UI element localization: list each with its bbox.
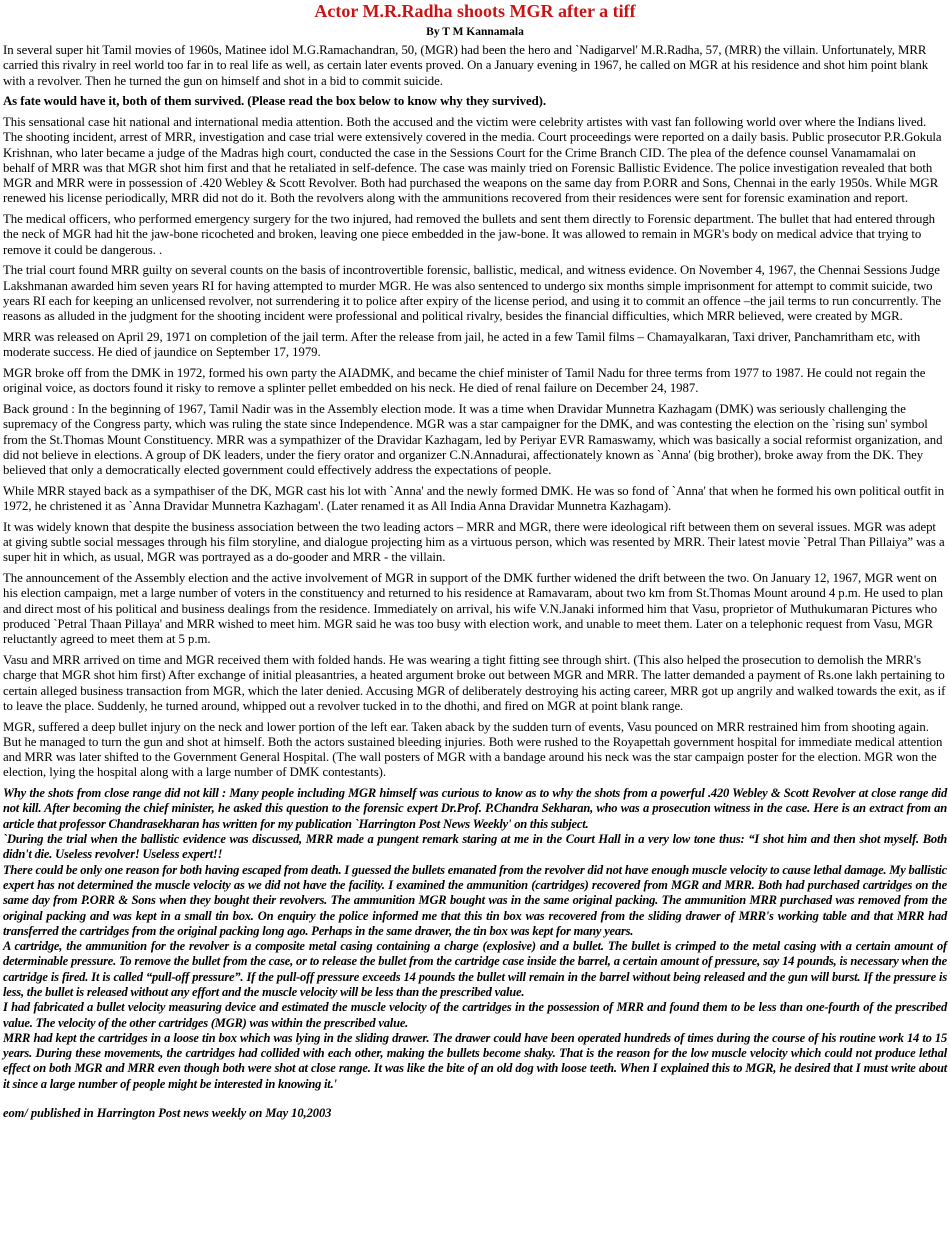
box-paragraph-velocity: I had fabricated a bullet velocity measuring device and estimated the muscle velocity of the cartridges in the possession of MRR and found them to be less than one-fourth of the prescribed value. The velocity of the other cartridges (MGR) was within the prescribed value. (3, 1000, 947, 1030)
paragraph-dk-sympathiser: While MRR stayed back as a sympathiser of the DK, MGR cast his lot with `Anna' and the newly formed DMK. He was so fond of `Anna' that when he formed his own political outfit in 1972, he christened it as `Anna Dravidar Munnetra Kazhagam'. (Later renamed it as All India Anna Dravidar Munnetra Kazhagam). (3, 483, 945, 514)
article-title: Actor M.R.Radha shoots MGR after a tiff (314, 1, 636, 21)
forensic-box (3, 786, 947, 1092)
box-paragraph-remark: `During the trial when the ballistic evidence was discussed, MRR made a pungent remark staring at me in the Court Hall in a very low tone thus: “I shot him and then shot myself. Both didn't die. Useless revolver! Useless expert!! (3, 832, 947, 862)
publication-footer: eom/ published in Harrington Post news weekly on May 10,2003 (3, 1106, 332, 1121)
box-paragraph-tin-box: MRR had kept the cartridges in a loose tin box which was lying in the sliding drawer. The drawer could have been operated hundreds of times during the course of his routine work 14 to 15 years. During these movements, the cartridges had collided with each other, making the bullets become shaky. That is the reason for the low muscle velocity which could not produce lethal effect on both MGR and MRR even though both were shot at close range. It was like the bite of an old dog with loose teeth. When I explained this to MGR, he desired that I must write about it since a large number of people might be interested in knowing it.' (3, 1030, 947, 1091)
paragraph-election-announcement: The announcement of the Assembly election and the active involvement of MGR in support of the DMK further widened the drift between the two. On January 12, 1967, MGR went on his election campaign, met a large number of voters in the constituency and returned to his residence at Ramavaram, about two km from St.Thomas Mount around 4 p.m. He used to plan and direct most of his political and business dealings from the residence. Immediately on arrival, his wife V.N.Janaki informed him that Vasu, proprietor of Muthukumaran Pictures who produced `Petral Thaan Pillaya' and MRR wished to meet him. MGR said he was too busy with election work, and unable to meet them. Later on a telephonic request from Vasu, MGR reluctantly agreed to meet them at 5 p.m. (3, 571, 944, 647)
paragraph-medical-officers: The medical officers, who performed emergency surgery for the two injured, had removed the bullets and sent them directly to Forensic department. The bullet that had entered through the neck of MGR had hit the jaw-bone ricocheted and broken, leaving one piece embedded in the jaw-bone. It was allowed to remain in MGR's body on medical advice that trying to remove it could be dangerous. . (3, 212, 936, 257)
paragraph-intro: In several super hit Tamil movies of 1960s, Matinee idol M.G.Ramachandran, 50, (MGR) had been the hero and `Nadigarvel' M.R.Radha, 57, (MRR) the villain. Unfortunately, MRR carried this rivalry in reel world too far in to real life as well, as certain later events proved. On a January evening in 1967, he called on MGR at his residence and shot him point blank with a revolver. Then he turned the gun on himself and shot in a bid to commit suicide. (3, 43, 929, 88)
paragraph-survived: As fate would have it, both of them survived. (Please read the box below to know why they survived). (3, 94, 546, 109)
box-paragraph-cartridge: A cartridge, the ammunition for the revolver is a composite metal casing containing a charge (explosive) and a bullet. The bullet is crimped to the metal casing with a certain amount of determinable pressure. To remove the bullet from the case, or to release the bullet from the cartridge case inside the barrel, a certain amount of pressure, say 14 pounds, is necessary when the cartridge is fired. It is called “pull-off pressure”. If the pull-off pressure exceeds 14 pounds the bullet will remain in the barrel without being released and the gun will burst. If the pressure is less, the bullet is released without any effort and the muscle velocity will be less than the prescribed value. (3, 939, 947, 999)
paragraph-mrr-released: MRR was released on April 29, 1971 on completion of the jail term. After the release from jail, he acted in a few Tamil films – Chamayalkaran, Taxi driver, Panchamritham etc, with moderate success. He died of jaundice on September 17, 1979. (3, 330, 921, 360)
paragraph-mgr-aiadmk: MGR broke off from the DMK in 1972, formed his own party the AIADMK, and became the chief minister of Tamil Nadu for three terms from 1977 to 1987. He could not regain the original voice, as doctors found it risky to remove a splinter pellet embedded on his neck. He died of renal failure on December 24, 1987. (3, 365, 926, 396)
document-page (0, 1, 950, 1121)
paragraph-shooting: Vasu and MRR arrived on time and MGR received them with folded hands. He was wearing a tight fitting see through shirt. (This also helped the prosecution to demolish the MRR's charge that MGR shot him first) After exchange of initial pleasantries, a heated argument broke out between MGR and MRR. The latter demanded a payment of Rs.one lakh pertaining to certain alleged business transaction from MGR, which the later denied. Accusing MGR of deliberately destroying his acting career, MRR got up angrily and walked towards the exit, as if to leave the place. Suddenly, he turned around, whipped out a revolver tucked in to the dhothi, and fired on MGR at point blank range. (3, 652, 946, 713)
box-paragraph-reason: There could be only one reason for both having escaped from death. I guessed the bullets emanated from the revolver did not have enough muscle velocity to cause lethal damage. My ballistic expert has not determined the muscle velocity as we did not have the facility. I examined the ammunition (cartridges) recovered from MGR and MRR. Both had purchased cartridges on the same day from P.ORR & Sons when they bought their revolvers. The ammunition MGR bought was in the same original packing. The ammunition MRR purchased was removed from the original packing and was kept in a small tin box. On enquiry the police informed me that this tin box was recovered from the sliding drawer of MRR's working table and that MRR had transferred the cartridges from the original packing long ago. Perhaps in the same drawer, the tin box was kept for many years. (3, 862, 947, 938)
paragraph-background: Back ground : In the beginning of 1967, Tamil Nadir was in the Assembly election mode. It was a time when Dravidar Munnetra Kazhagam (DMK) was seriously challenging the supremacy of the Congress party, which was ruling the state since Independence. MGR was a star campaigner for the DMK, and was contesting the election on the `rising sun' symbol from the St.Thomas Mount Constituency. MRR was a sympathizer of the Dravidar Kazhagam, led by Periyar EVR Ramaswamy, which was basically a social reformist organization, and did not believe in elections. A group of DK leaders, under the fiery orator and organizer C.N.Annadurai, affectionately known as `Anna' (big brother), broke away from the DK. They believed that only a democratically elected government could effectively address the expectations of people. (3, 401, 943, 478)
paragraph-media-attention: This sensational case hit national and international media attention. Both the accused and the victim were celebrity artistes with vast fan following world over where the Indians lived. The shooting incident, arrest of MRR, investigation and case trial were extensively covered in the media. Court proceedings were reported on a daily basis. Public prosecutor P.R.Gokula Krishnan, who later became a judge of the Madras high court, conducted the case in the Sessions Court for the Crime Branch CID. The plea of the defence counsel Vanamamalai on behalf of MRR was that MGR shot him first and that he retaliated in self-defence. The case was mainly tried on Forensic Ballistic Evidence. The police investigation revealed that both MGR and MRR were in possession of .420 Webley & Scott Revolver. Both had purchased the weapons on the same day from P.ORR and Sons, Chennai in the early 1950s. While MGR renewed his license periodically, MRR did not do it. Both the revolvers along with the ammunitions recovered from their residences were sent for forensic examination and report. (3, 114, 942, 206)
paragraph-trial-court: The trial court found MRR guilty on several counts on the basis of incontrovertible forensic, ballistic, medical, and witness evidence. On November 4, 1967, the Chennai Sessions Judge Lakshmanan awarded him seven years RI for having attempted to murder MGR. He was also sentenced to undergo six months simple imprisonment for attempt to commit suicide, two years RI each for keeping an unlicensed revolver, not surrendering it to police after expiry of the license period, and using it to commit an offence –the jail terms to run concurrently. The reasons as alluded in the judgment for the shooting incident were professional and political rivalry, besides the financial difficulties, which MRR believed, were created by MGR. (3, 263, 942, 324)
article-byline: By T M Kannamala (426, 26, 524, 38)
paragraph-ideological-rift: It was widely known that despite the business association between the two leading actors – MRR and MGR, there were ideological rift between them on several issues. MGR was adept at giving subtle social messages through his film storyline, and dialogue projecting him as a virtuous person, which was resented by MRR. Their latest movie `Petral Than Pillaiya” was a super hit in which, as usual, MGR was portrayed as a do-gooder and MRR - the villain. (3, 519, 945, 565)
article-body (3, 43, 947, 781)
box-paragraph-question: Why the shots from close range did not kill : Many people including MGR himself was curious to know as to why the shots from a powerful .420 Webley & Scott Revolver at close range did not kill. After becoming the chief minister, he asked this question to the forensic expert Dr.Prof. P.Chandra Sekharan, who was a prosecution witness in the case. Here is an extract from an article that professor Chandrasekharan has written for my publication `Harrington Post News Weekly' on this subject. (3, 786, 947, 831)
paragraph-injuries: MGR, suffered a deep bullet injury on the neck and lower portion of the left ear. Taken aback by the sudden turn of events, Vasu pounced on MRR restrained him from shooting again. But he managed to turn the gun and shot at himself. Both the actors sustained bleeding injuries. Both were rushed to the Royapettah government hospital for immediate medical attention and MRR was later shifted to the Government General Hospital. (The wall posters of MGR with a bandage around his neck was the star campaign poster for the election. MGR won the election, lying the hospital along with a large number of DMK contestants). (3, 719, 943, 780)
